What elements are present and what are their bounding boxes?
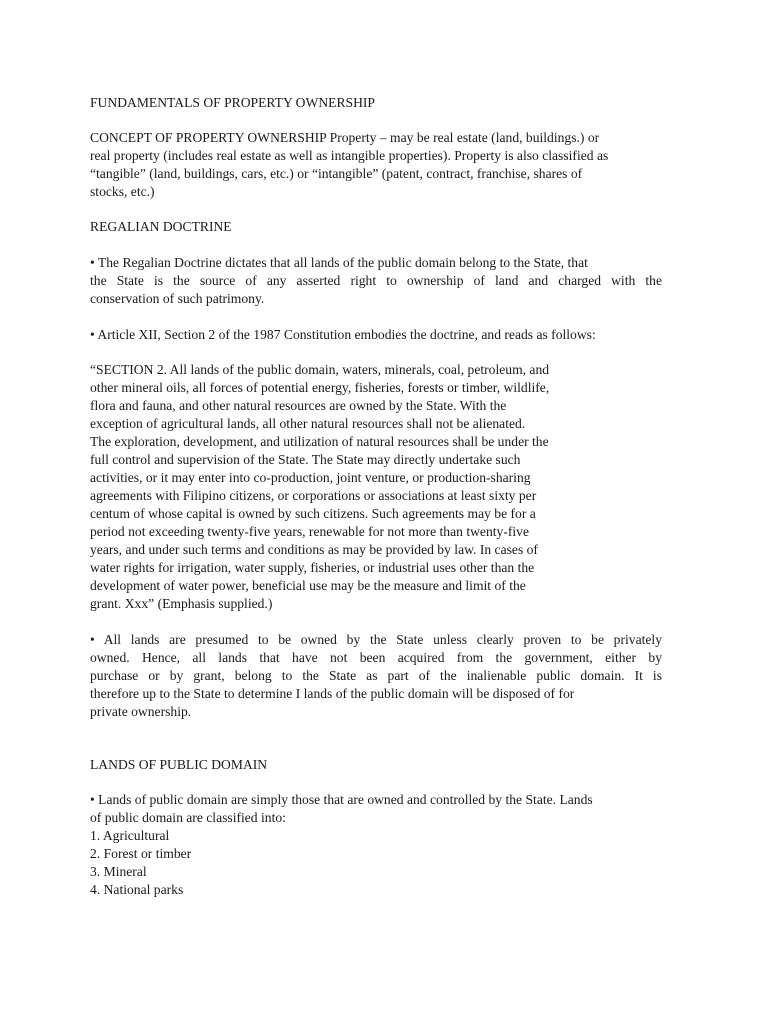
regalian-para-1-line-1: • The Regalian Doctrine dictates that all lands of the public domain belong to the State, that — [90, 255, 588, 270]
section2-line-7: activities, or it may enter into co-production, joint venture, or production-sharing — [90, 470, 531, 485]
regalian-para-1-line-3: conservation of such patrimony. — [90, 291, 265, 306]
section2-line-6: full control and supervision of the State. The State may directly undertake such — [90, 452, 521, 467]
section2-line-4: exception of agricultural lands, all other natural resources shall not be alienated. — [90, 416, 526, 431]
section2-line-9: centum of whose capital is owned by such citizens. Such agreements may be for a — [90, 506, 536, 521]
regalian-heading: REGALIAN DOCTRINE — [90, 219, 232, 234]
section2-line-3: flora and fauna, and other natural resources are owned by the State. With the — [90, 398, 507, 413]
classification-item-national-parks: 4. National parks — [90, 882, 184, 897]
section2-line-2: other mineral oils, all forces of potential energy, fisheries, forests or timber, wildlife, — [90, 380, 550, 395]
concept-line-3: “tangible” (land, buildings, cars, etc.) or “intangible” (patent, contract, franchise, shares of — [90, 166, 583, 181]
regalian-para-2-line-1: • Article XII, Section 2 of the 1987 Constitution embodies the doctrine, and reads as follows: — [90, 327, 596, 342]
section2-line-8: agreements with Filipino citizens, or corporations or associations at least sixty per — [90, 488, 537, 503]
presumption-line-5: private ownership. — [90, 704, 192, 719]
document-title: FUNDAMENTALS OF PROPERTY OWNERSHIP — [90, 95, 375, 110]
classification-item-mineral: 3. Mineral — [90, 864, 147, 879]
public-domain-line-1: • Lands of public domain are simply those that are owned and controlled by the State. Lands — [90, 792, 593, 807]
concept-line-1: CONCEPT OF PROPERTY OWNERSHIP Property – may be real estate (land, buildings.) or — [90, 130, 600, 145]
classification-item-agricultural: 1. Agricultural — [90, 828, 170, 843]
presumption-line-4: therefore up to the State to determine I lands of the public domain will be disposed of for — [90, 686, 575, 701]
section2-line-11: years, and under such terms and conditions as may be provided by law. In cases of — [90, 542, 538, 557]
section2-line-10: period not exceeding twenty-five years, renewable for not more than twenty-five — [90, 524, 529, 539]
regalian-para-1-line-2: the State is the source of any asserted right to ownership of land and charged with the — [90, 273, 662, 288]
section2-line-5: The exploration, development, and utilization of natural resources shall be under the — [90, 434, 549, 449]
public-domain-line-2: of public domain are classified into: — [90, 810, 286, 825]
public-domain-heading: LANDS OF PUBLIC DOMAIN — [90, 757, 268, 772]
section2-line-13: development of water power, beneficial use may be the measure and limit of the — [90, 578, 526, 593]
concept-line-4: stocks, etc.) — [90, 184, 155, 199]
classification-item-forest: 2. Forest or timber — [90, 846, 192, 861]
concept-line-2: real property (includes real estate as well as intangible properties). Property is also classified as — [90, 148, 609, 163]
presumption-line-2: owned. Hence, all lands that have not been acquired from the government, either by — [90, 650, 662, 665]
presumption-line-1: • All lands are presumed to be owned by the State unless clearly proven to be privately — [90, 632, 662, 647]
presumption-line-3: purchase or by grant, belong to the State as part of the inalienable public domain. It is — [90, 668, 662, 683]
section2-line-14: grant. Xxx” (Emphasis supplied.) — [90, 596, 273, 611]
section2-line-12: water rights for irrigation, water supply, fisheries, or industrial uses other than the — [90, 560, 535, 575]
section2-line-1: “SECTION 2. All lands of the public domain, waters, minerals, coal, petroleum, and — [90, 362, 550, 377]
